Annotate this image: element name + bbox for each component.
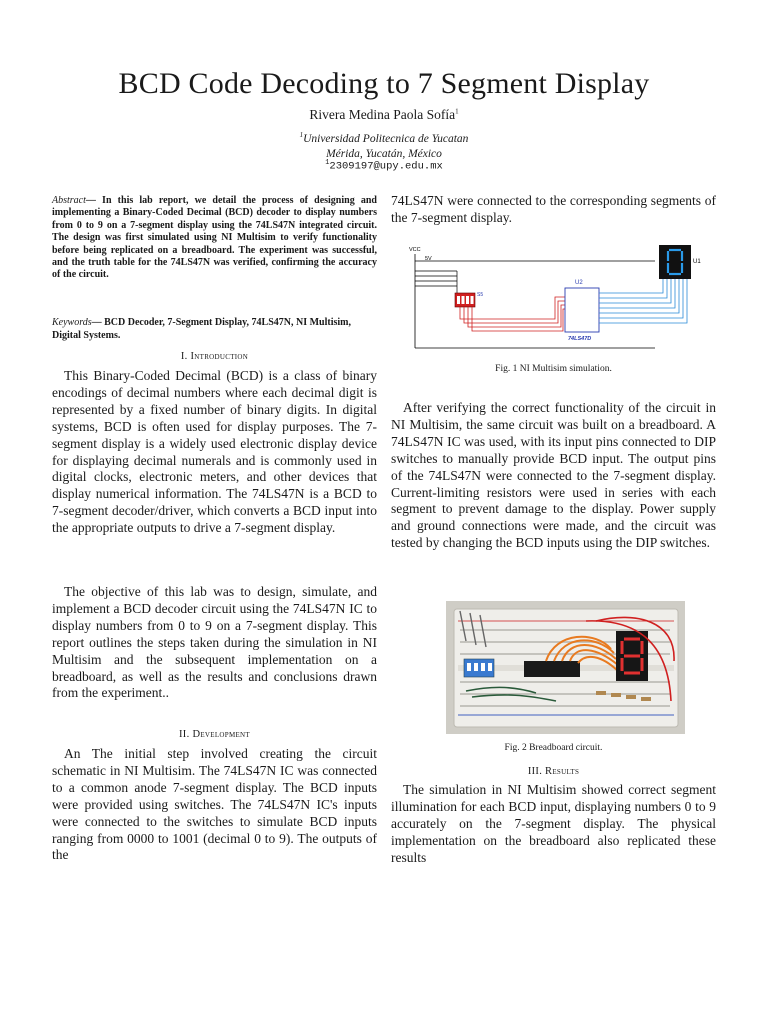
u1-label: U1	[693, 259, 701, 265]
voltage-label: 5V	[425, 256, 432, 262]
development-paragraph-2: After verifying the correct functionality of the circuit in NI Multisim, the same circuit was built on a breadboard. A 74LS47N IC was used, with its input pins connected to DIP switches to manually provide BCD input. The output pins of the 74LS47N were connected to the 7-segment display. Current-limiting resistors were used in series with each segment to prevent damage to the display. Power supply and ground connections were made, and the circuit was tested by changing the BCD inputs using the DIP switches.	[391, 400, 716, 551]
affiliation-line2: Mérida, Yucatán, México	[326, 147, 442, 160]
red-wire-3	[468, 305, 565, 327]
figure-2-breadboard-photo	[446, 601, 685, 734]
u2-label: U2	[575, 280, 583, 286]
blue-wire-a	[599, 278, 663, 293]
vcc-label: VCC	[409, 247, 421, 253]
red-wire-1	[460, 297, 565, 319]
decoder-ic	[524, 661, 580, 677]
results-paragraph-1: The simulation in NI Multisim showed correct segment illumination for each BCD input, displaying numbers 0 to 9 accurately on the 7-segment display. The physical implementation on the breadboard also replicated these results	[391, 782, 716, 865]
keywords	[52, 316, 377, 342]
keywords-label: Keywords	[52, 317, 92, 328]
author-email: 2309197@upy.edu.mx	[329, 160, 443, 173]
affiliation-line1: Universidad Politecnica de Yucatan	[303, 132, 469, 145]
development-paragraph-1-continued: 74LS47N were connected to the corresponding segments of the 7-segment display.	[391, 193, 716, 225]
decoder-chip	[565, 288, 599, 332]
chip-label: 74LS47D	[568, 336, 592, 342]
paper-title: BCD Code Decoding to 7 Segment Display	[118, 67, 650, 100]
dip-switch-toggle-4	[471, 296, 474, 304]
section-heading-introduction: I. Introduction	[180, 351, 249, 362]
affil-sup: 1	[299, 131, 304, 139]
blue-wire-g	[599, 278, 687, 323]
figure-1-caption: Fig. 1 NI Multisim simulation.	[495, 364, 612, 374]
red-wire-2	[464, 301, 565, 323]
email-sup: 1	[325, 159, 330, 167]
section-heading-results: III. Results	[527, 766, 580, 777]
section-heading-development: II. Development	[179, 729, 250, 740]
figure-1-schematic	[405, 243, 715, 358]
development-paragraph-1: An The initial step involved creating the circuit schematic in NI Multisim. The 74LS47N IC was connected to a common anode 7-segment display. The BCD inputs were provided using switches. The 74LS47N IC's inputs were connected to the switches to simulate BCD inputs ranging from 0000 to 1001 (decimal 0 to 9). The outputs of the	[52, 746, 377, 863]
email-line	[0, 159, 768, 173]
keywords-text: — BCD Decoder, 7-Segment Display, 74LS47N, NI Multisim, Digital Systems.	[52, 317, 351, 341]
author-line	[0, 107, 768, 123]
blue-wire-group	[599, 278, 687, 323]
figure-2-caption: Fig. 2 Breadboard circuit.	[504, 743, 603, 753]
abstract	[52, 195, 377, 282]
breadboard-svg	[446, 601, 685, 734]
red-wire-group	[460, 297, 565, 331]
author-name: Rivera Medina Paola Sofía	[309, 107, 456, 122]
blue-wire-c	[599, 278, 671, 303]
affiliation	[0, 128, 768, 162]
intro-paragraph-1: This Binary-Coded Decimal (BCD) is a class of binary encodings of decimal numbers where each decimal digit is represented by a fixed number of binary digits. In digital systems, BCD is often used for display purposes. The 7-segment display is a widely used electronic display device for displaying decimal numerals and is commonly used in digital clocks, electronic meters, and other devices that display numerical information. The 74LS47N is a BCD to 7-segment decoder/driver, which converts a BCD input into the appropriate outputs to drive a 7-segment display.	[52, 368, 377, 536]
dip-switch-toggle-1	[457, 296, 460, 304]
intro-paragraph-2: The objective of this lab was to design, simulate, and implement a BCD decoder circuit using the 74LS47N IC to display numbers from 0 to 9 on a 7-segment display. This report outlines the steps taken during the simulation in NI Multisim and the subsequent implementation on a breadboard, as well as the results and conclusions drawn from the experiment..	[52, 584, 377, 701]
abstract-label: Abstract	[52, 195, 86, 206]
dip-switch-toggle-3	[466, 296, 469, 304]
author-sup: 1	[455, 107, 459, 116]
abstract-text: — In this lab report, we detail the process of designing and implementing a Binary-Coded Decimal (BCD) decoder to display numbers from 0 to 9 on a 7-segment display using the 74LS47N integrated circuit. The design was first simulated using NI Multisim to verify functionality before being replicated on a breadboard. The experiment was successful, and the truth table for the 74LS47N was verified, confirming the accuracy of the circuit.	[52, 195, 377, 281]
dip-switch-toggle-2	[462, 296, 465, 304]
blue-wire-b	[599, 278, 667, 298]
schematic-svg	[405, 243, 715, 358]
s5-label: S5	[477, 292, 484, 298]
